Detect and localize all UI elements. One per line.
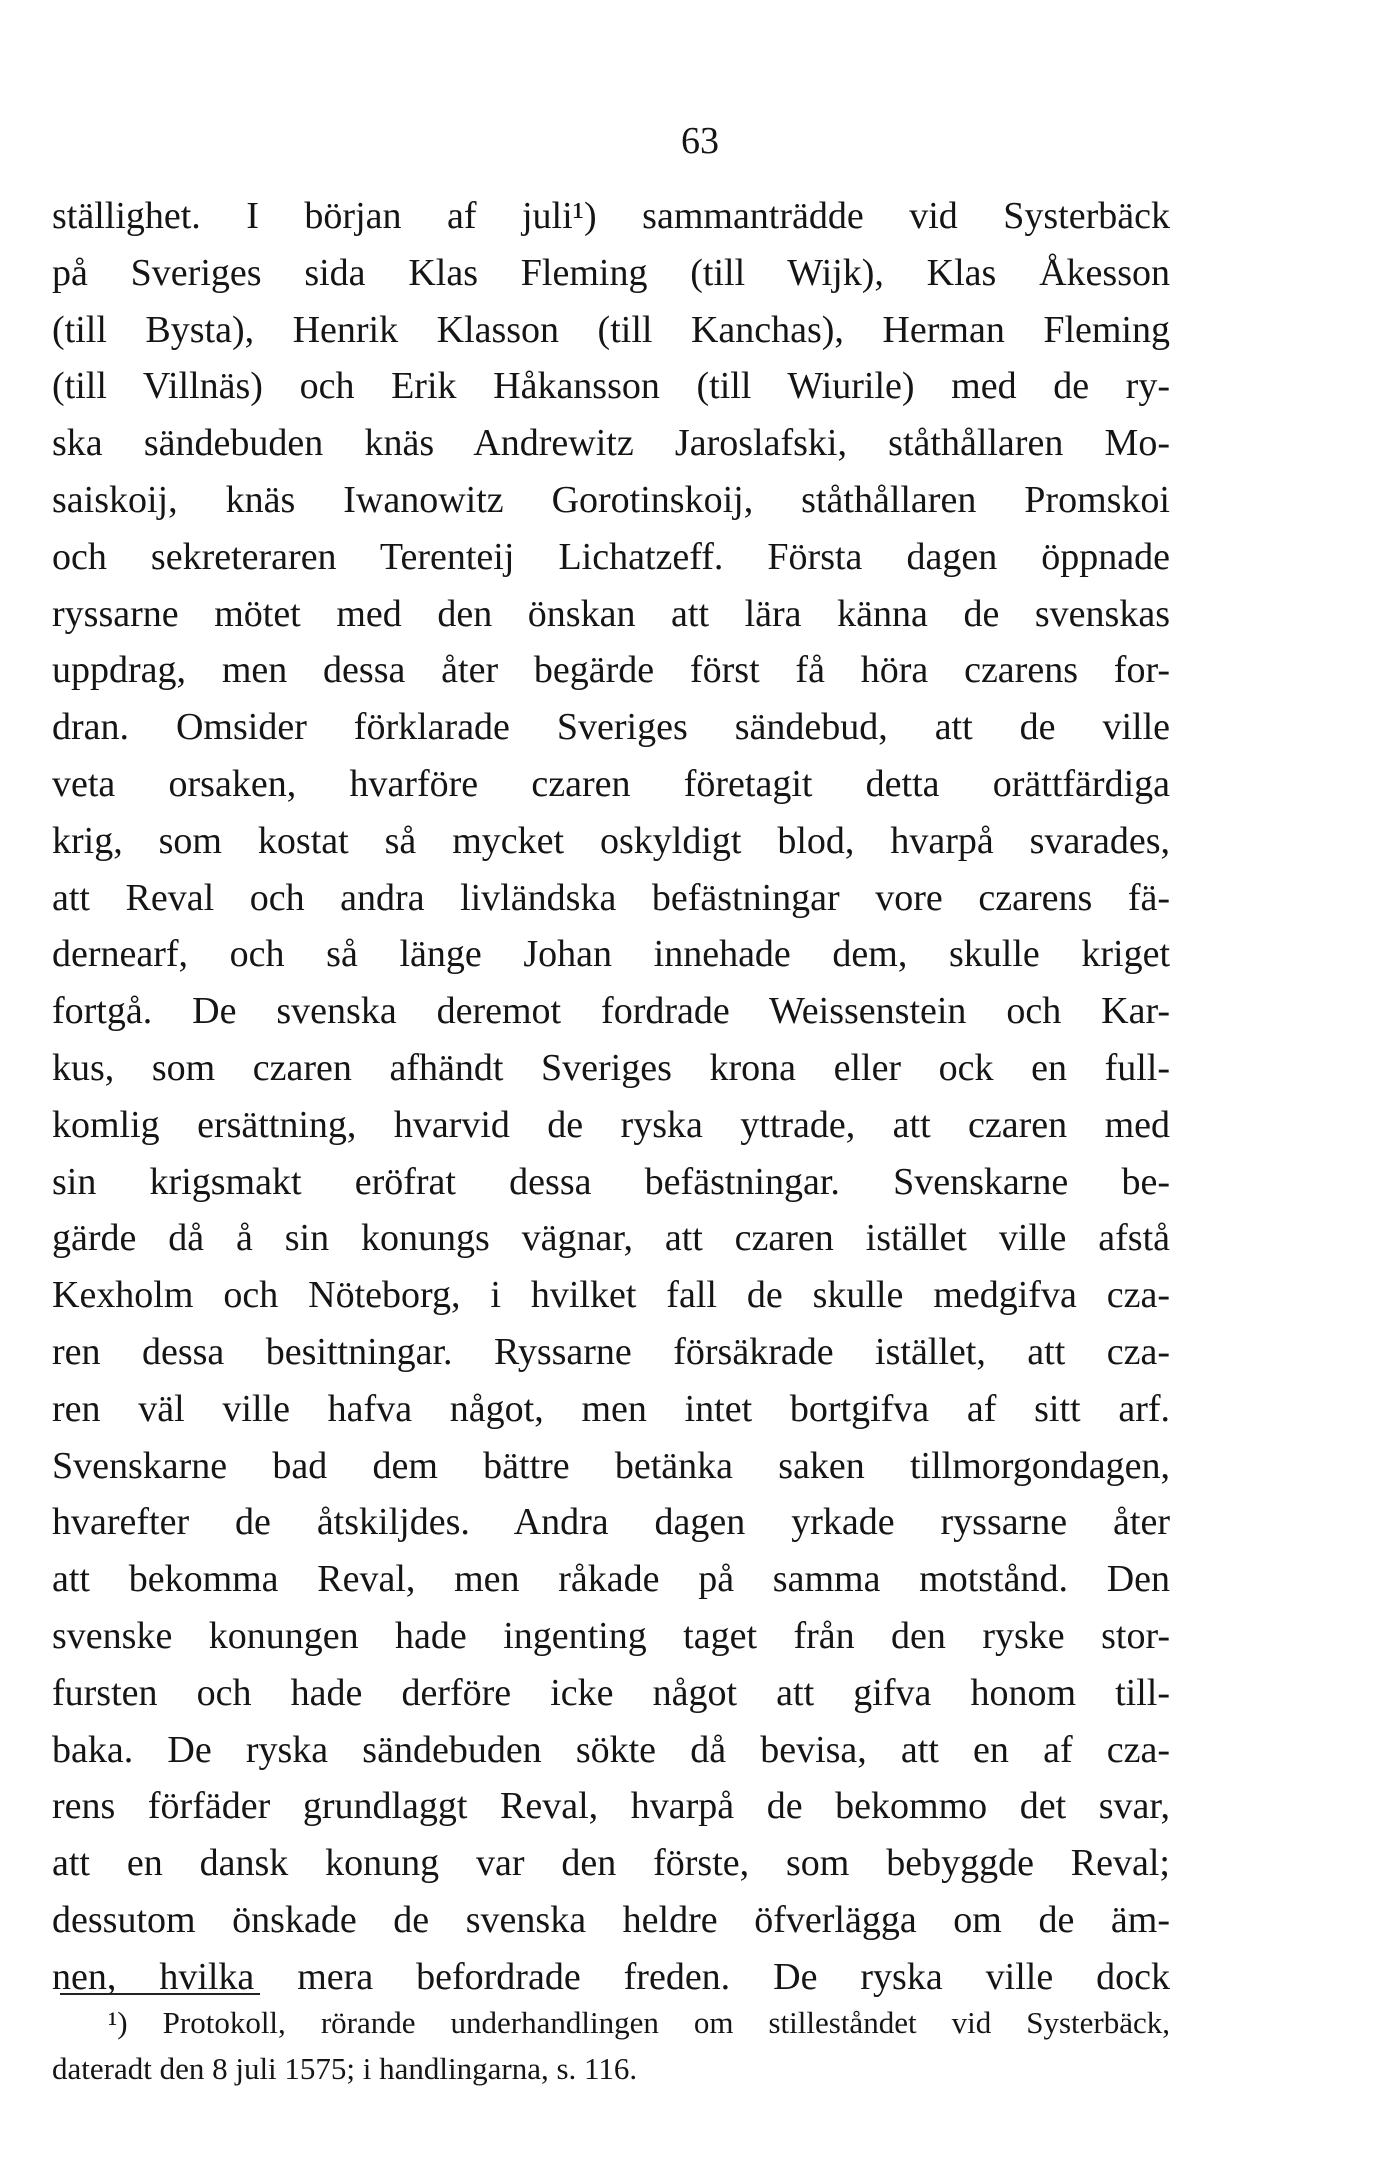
text-line: dernearf, och så länge Johan innehade dem, skulle kriget: [52, 933, 1170, 976]
text-line: gärde då å sin konungs vägnar, att czaren istället ville afstå: [52, 1217, 1170, 1260]
text-line: sin krigsmakt eröfrat dessa befästningar. Svenskarne be-: [52, 1160, 1170, 1203]
text-line: ska sändebuden knäs Andrewitz Jaroslafski, ståthållaren Mo-: [52, 422, 1170, 465]
page-number: 63: [681, 120, 719, 162]
text-line: uppdrag, men dessa åter begärde först få höra czarens for-: [52, 649, 1170, 692]
text-line: ryssarne mötet med den önskan att lära känna de svenskas: [52, 592, 1170, 635]
text-line: kus, som czaren afhändt Sveriges krona eller ock en full-: [52, 1046, 1170, 1089]
text-line: veta orsaken, hvarföre czaren företagit detta orättfärdiga: [52, 762, 1170, 805]
text-line: nen, hvilka mera befordrade freden. De ryska ville dock: [52, 1955, 1170, 1998]
text-line: och sekreteraren Terenteij Lichatzeff. Första dagen öppnade: [52, 535, 1170, 578]
text-line: baka. De ryska sändebuden sökte då bevisa, att en af cza-: [52, 1728, 1170, 1771]
text-line: att en dansk konung var den förste, som bebyggde Reval;: [52, 1842, 1170, 1885]
footnote-line: dateradt den 8 juli 1575; i handlingarna, s. 116.: [52, 2051, 638, 2086]
text-line: hvarefter de åtskiljdes. Andra dagen yrkade ryssarne åter: [52, 1501, 1170, 1544]
text-line: ren väl ville hafva något, men intet bortgifva af sitt arf.: [52, 1387, 1170, 1430]
text-line: ställighet. I början af juli¹) sammanträdde vid Systerbäck: [52, 195, 1170, 237]
text-line: Svenskarne bad dem bättre betänka saken tillmorgondagen,: [52, 1444, 1170, 1487]
text-line: ren dessa besittningar. Ryssarne försäkrade istället, att cza-: [52, 1330, 1170, 1373]
footnote-line: ¹) Protokoll, rörande underhandlingen om stilleståndet vid Systerbäck,: [108, 2005, 1170, 2040]
text-line: krig, som kostat så mycket oskyldigt blod, hvarpå svarades,: [52, 819, 1170, 862]
text-line: att Reval och andra livländska befästningar vore czarens fä-: [52, 876, 1170, 919]
body-text: [52, 188, 1170, 2006]
text-line: rens förfäder grundlaggt Reval, hvarpå de bekommo det svar,: [52, 1785, 1170, 1828]
text-line: komlig ersättning, hvarvid de ryska yttrade, att czaren med: [52, 1103, 1170, 1146]
text-line: dran. Omsider förklarade Sveriges sändebud, att de ville: [52, 706, 1170, 749]
text-line: (till Bysta), Henrik Klasson (till Kanchas), Herman Fleming: [52, 308, 1170, 351]
text-line: fursten och hade derföre icke något att gifva honom till-: [52, 1671, 1170, 1714]
text-line: saiskoij, knäs Iwanowitz Gorotinskoij, ståthållaren Promskoi: [52, 478, 1170, 521]
footnote: [52, 2000, 1170, 2092]
text-line: fortgå. De svenska deremot fordrade Weissenstein och Kar-: [52, 990, 1170, 1033]
text-line: Kexholm och Nöteborg, i hvilket fall de skulle medgifva cza-: [52, 1274, 1170, 1317]
text-line: dessutom önskade de svenska heldre öfverlägga om de äm-: [52, 1898, 1170, 1941]
text-line: svenske konungen hade ingenting taget från den ryske stor-: [52, 1614, 1170, 1657]
footnote-rule: [60, 1993, 260, 1995]
text-line: på Sveriges sida Klas Fleming (till Wijk), Klas Åkesson: [52, 251, 1170, 294]
text-line: att bekomma Reval, men råkade på samma motstånd. Den: [52, 1558, 1170, 1601]
text-line: (till Villnäs) och Erik Håkansson (till Wiurile) med de ry-: [52, 365, 1170, 408]
